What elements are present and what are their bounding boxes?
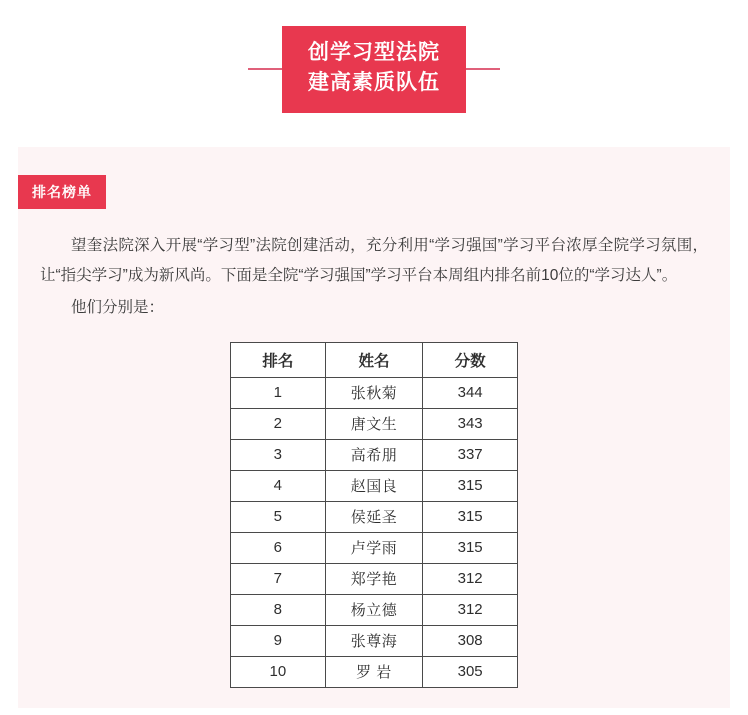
ranking-table — [230, 342, 518, 688]
banner-rule-left — [248, 68, 282, 70]
cell-name: 张秋菊 — [325, 377, 423, 408]
section-tag-ranking: 排名榜单 — [18, 175, 106, 209]
paragraph-they-are: 他们分别是： — [71, 299, 165, 317]
cell-score: 315 — [423, 532, 518, 563]
cell-name: 侯延圣 — [325, 501, 423, 532]
table-row — [231, 470, 518, 501]
paragraph-intro: 望奎法院深入开展“学习型”法院创建活动，充分利用“学习强国”学习平台浓厚全院学习氛围，让“指尖学习”成为新风尚。下面是全院“学习强国”学习平台本周组内排名前10位的“学习达人”。 — [40, 236, 708, 285]
cell-rank: 10 — [231, 656, 326, 687]
column-header-name: 姓名 — [325, 342, 423, 377]
content-card — [18, 147, 730, 708]
table-row — [231, 594, 518, 625]
banner-title-box — [282, 26, 466, 113]
cell-rank: 1 — [231, 377, 326, 408]
table-row — [231, 563, 518, 594]
table-row — [231, 532, 518, 563]
cell-rank: 7 — [231, 563, 326, 594]
table-header-row — [231, 342, 518, 377]
banner-header — [0, 0, 748, 113]
cell-score: 337 — [423, 439, 518, 470]
ranking-table-body — [231, 377, 518, 687]
ranking-table-head — [231, 342, 518, 377]
table-row — [231, 408, 518, 439]
cell-rank: 2 — [231, 408, 326, 439]
cell-name: 杨立德 — [325, 594, 423, 625]
table-row — [231, 439, 518, 470]
cell-name: 高希朋 — [325, 439, 423, 470]
cell-rank: 6 — [231, 532, 326, 563]
cell-name: 赵国良 — [325, 470, 423, 501]
table-row — [231, 501, 518, 532]
cell-score: 308 — [423, 625, 518, 656]
cell-score: 315 — [423, 501, 518, 532]
cell-name: 卢学雨 — [325, 532, 423, 563]
table-row — [231, 625, 518, 656]
cell-rank: 9 — [231, 625, 326, 656]
column-header-rank: 排名 — [231, 342, 326, 377]
cell-name: 张尊海 — [325, 625, 423, 656]
cell-name: 唐文生 — [325, 408, 423, 439]
section-tag-wrap — [18, 147, 730, 209]
cell-name: 罗 岩 — [325, 656, 423, 687]
cell-rank: 4 — [231, 470, 326, 501]
cell-score: 315 — [423, 470, 518, 501]
cell-name: 郑学艳 — [325, 563, 423, 594]
cell-rank: 5 — [231, 501, 326, 532]
table-row — [231, 377, 518, 408]
cell-score: 343 — [423, 408, 518, 439]
banner-rule-right — [466, 68, 500, 70]
banner-title-line2: 建高素质队伍 — [308, 71, 440, 95]
column-header-score: 分数 — [423, 342, 518, 377]
cell-rank: 3 — [231, 439, 326, 470]
banner — [248, 26, 500, 113]
body-text — [40, 231, 708, 324]
ranking-table-wrap — [230, 342, 518, 688]
cell-score: 344 — [423, 377, 518, 408]
cell-rank: 8 — [231, 594, 326, 625]
cell-score: 305 — [423, 656, 518, 687]
banner-title-line1: 创学习型法院 — [308, 41, 440, 64]
table-row — [231, 656, 518, 687]
cell-score: 312 — [423, 563, 518, 594]
cell-score: 312 — [423, 594, 518, 625]
